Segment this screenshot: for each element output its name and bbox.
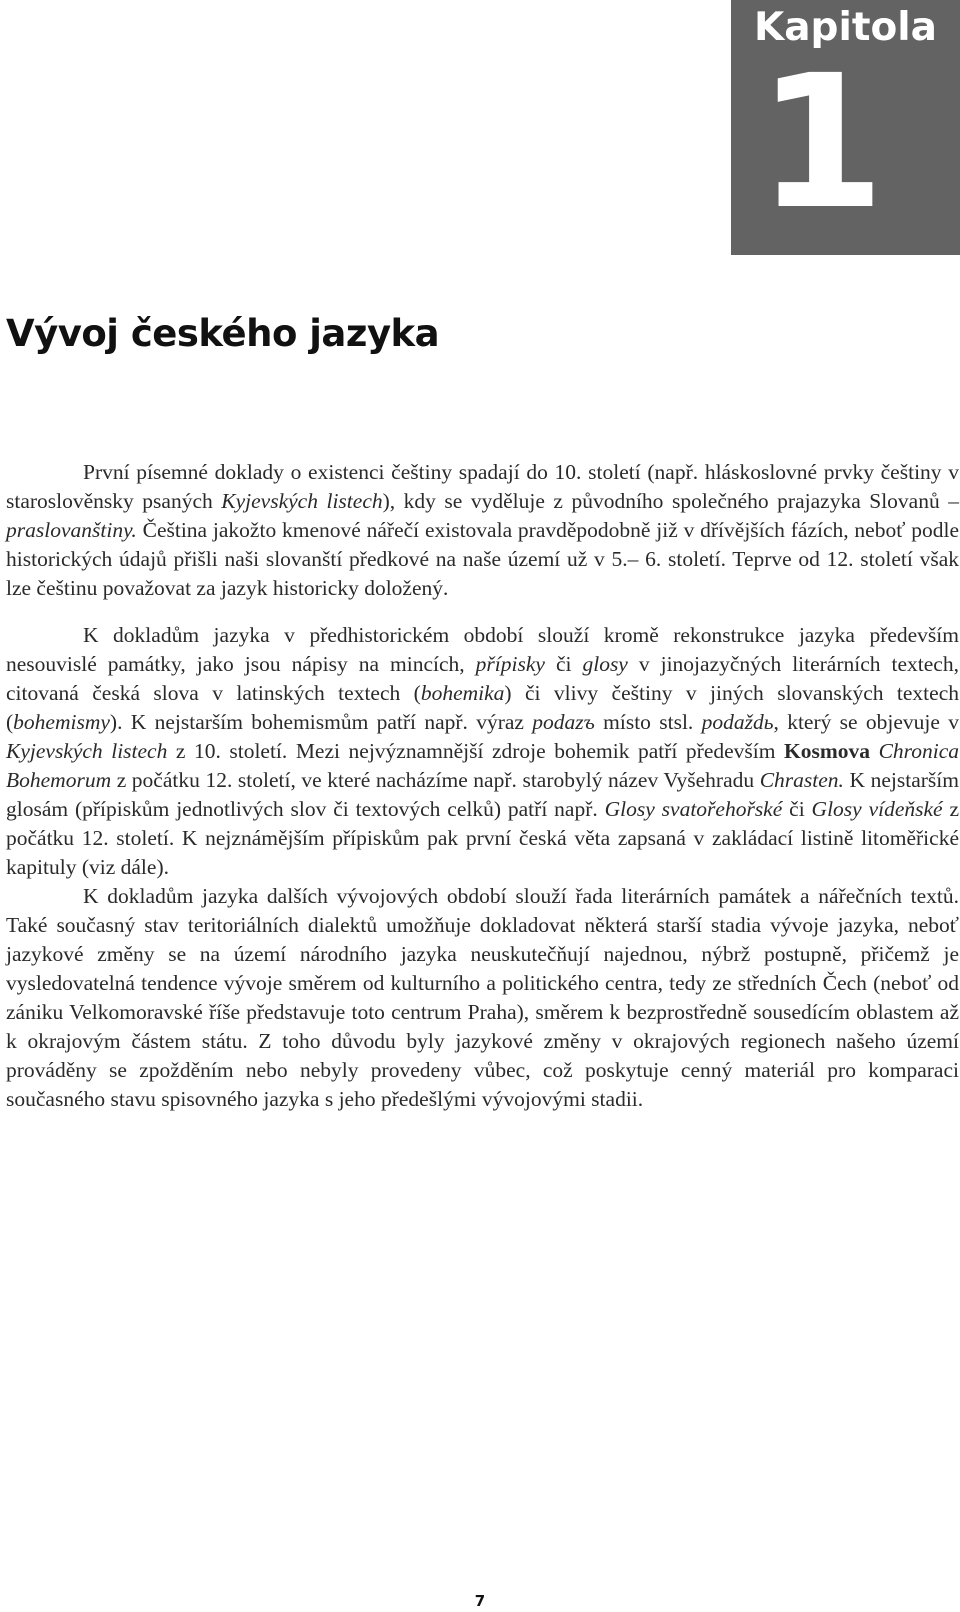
italic-term: bohemismy xyxy=(13,710,110,734)
chapter-title: Vývoj českého jazyka xyxy=(6,312,440,355)
text-run: První písemné doklady o existenci češtiny spadají do 10. století (např. hláskoslovné prvky češtiny v staroslověnsky psaných xyxy=(6,460,959,513)
italic-term: podaždь xyxy=(701,710,774,734)
italic-term: Glosy svatořehořské xyxy=(604,797,783,821)
italic-term: Chronica Bohemorum xyxy=(6,739,959,792)
italic-term: bohemika xyxy=(420,681,505,705)
text-run: místo stsl. xyxy=(594,710,702,734)
text-run: ), kdy se vyděluje z původního společného prajazyka Slovanů – xyxy=(382,489,959,513)
bold-term: Kosmova xyxy=(784,739,871,763)
text-run: ). K nejstarším bohemismům patří např. výraz xyxy=(109,710,533,734)
italic-term: Kyjevských listech xyxy=(6,739,168,763)
italic-term: Glosy vídeňské xyxy=(811,797,943,821)
italic-term: přípisky xyxy=(475,652,545,676)
chapter-word: Kapitola xyxy=(754,5,937,50)
chapter-number: 1 xyxy=(756,36,886,250)
paragraph-1 xyxy=(6,458,959,603)
paragraph-2 xyxy=(6,621,959,882)
paragraph-3: K dokladům jazyka dalších vývojových období slouží řada literárních památek a nářečních textů. Také současný stav teritoriálních dialektů umožňuje dokladovat některá starší stadia vývoje jazyka, neboť jazykové změny se na území národního jazyka neuskutečňují najednou, nýbrž postupně, přičemž je vysledovatelná tendence vývoje směrem od kulturního a politického centra, tedy ze středních Čech (neboť od zániku Velkomoravské říše představuje toto centrum Praha), směrem k bezprostředně sousedícím oblastem až k okrajovým částem státu. Z toho důvodu byly jazykové změny v okrajových regionech našeho území prováděny se zpožděním nebo nebyly provedeny vůbec, což poskytuje cenný materiál pro komparaci současného stavu spisovného jazyka s jeho předešlými vývojovými stadii. xyxy=(6,884,959,1111)
text-run xyxy=(870,739,879,763)
text-run: K nejstarším glosám (přípiskům jednotlivých slov či textových celků) patří např. xyxy=(6,768,959,821)
text-run: v jinojazyčných literárních textech, citovaná česká slova v latinských textech ( xyxy=(6,652,959,705)
text-run: z počátku 12. století, ve které nacházíme např. starobylý název Vyšehradu xyxy=(111,768,760,792)
text-run: K dokladům jazyka v předhistorickém období slouží kromě rekonstrukce jazyka především nesouvislé památky, jako jsou nápisy na mincích, xyxy=(6,623,959,676)
text-run: z počátku 12. století. K nejznámějším přípiskům pak první česká věta zapsaná v zakládací listině litoměřické kapituly (viz dále). xyxy=(6,797,960,879)
chapter-label-box xyxy=(731,0,960,255)
text-run: či xyxy=(782,797,812,821)
text-run: či xyxy=(544,652,583,676)
text-run: ) či vlivy češtiny v jiných slovanských textech ( xyxy=(6,681,959,734)
italic-term: podazъ xyxy=(532,710,595,734)
italic-term: glosy xyxy=(582,652,628,676)
chapter-body xyxy=(6,458,959,1114)
italic-term: praslovanštiny. xyxy=(6,518,137,542)
text-run: z 10. století. Mezi nejvýznamnější zdroje bohemik patří především xyxy=(167,739,785,763)
text-run: Čeština jakožto kmenové nářečí existovala pravděpodobně již v dřívějších fázích, neboť podle historických údajů přišli naši slovanští předkové na naše území už v 5.– 6. století. Teprve od 12. století však lze češtinu považovat za jazyk historicky doložený. xyxy=(6,518,959,600)
page-number: 7 xyxy=(474,1592,486,1610)
text-run: , který se objevuje v xyxy=(773,710,959,734)
italic-term: Kyjevských listech xyxy=(221,489,383,513)
italic-term: Chrasten. xyxy=(759,768,844,792)
